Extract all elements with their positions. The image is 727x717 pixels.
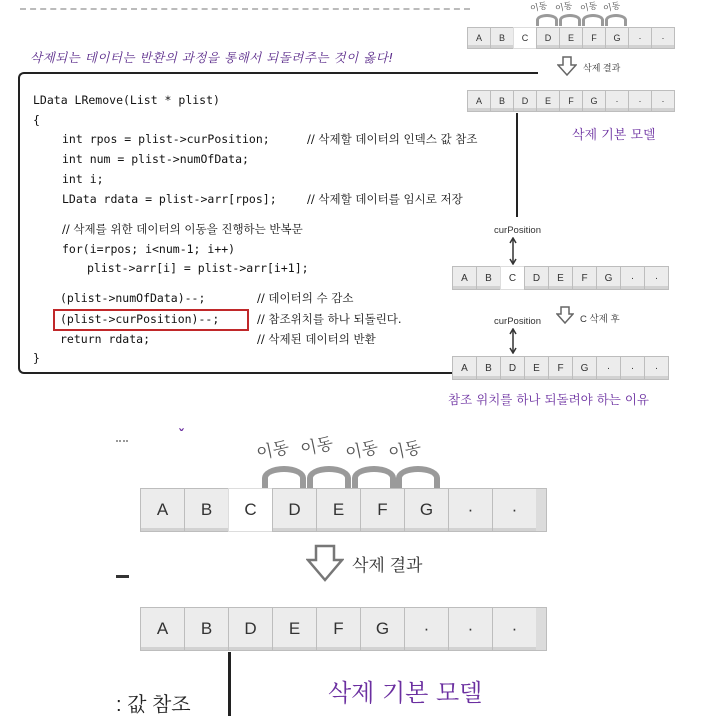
array-cell: B: [184, 607, 228, 651]
code-line: (plist->curPosition)--;: [60, 312, 220, 326]
array-cell: ·: [644, 356, 669, 380]
code-line: for(i=rpos; i<num-1; i++): [62, 242, 236, 256]
array-cell: F: [548, 356, 572, 380]
array-end-cap: [536, 488, 547, 532]
array-cell: D: [228, 607, 272, 651]
array-cell: B: [490, 27, 513, 49]
array-cell: ·: [628, 90, 651, 112]
array-cell: E: [548, 266, 572, 290]
move-label: 이동: [343, 437, 381, 465]
code-line: int i;: [62, 172, 104, 186]
dash-mark: [116, 575, 129, 578]
array-cell: E: [536, 90, 559, 112]
array-cell: F: [582, 27, 605, 49]
array-cell: A: [467, 27, 490, 49]
pointer-arrow-icon: [509, 237, 517, 265]
code-comment: // 참조위치를 하나 되돌린다.: [257, 312, 402, 326]
array-cell: G: [596, 266, 620, 290]
result-label: 삭제 결과: [352, 556, 423, 575]
array-cell: ·: [404, 607, 448, 651]
divider-line: [516, 113, 518, 217]
code-line: return rdata;: [60, 332, 151, 346]
array-cell: E: [524, 356, 548, 380]
pointer-arrow-icon: [509, 328, 517, 354]
array-cell: ·: [651, 27, 675, 49]
move-arrow-icon: [307, 466, 351, 490]
array-row-cur-after: [452, 356, 669, 380]
array-cell: ·: [620, 266, 644, 290]
array-cell: G: [605, 27, 628, 49]
array-cell-deleted: C: [228, 488, 272, 532]
array-cell: G: [582, 90, 605, 112]
array-cell: ·: [492, 488, 536, 532]
code-line: int rpos = plist->curPosition;: [62, 132, 270, 146]
down-arrow-icon: [557, 56, 577, 76]
array-cell: D: [513, 90, 536, 112]
caption: 삭제 기본 모델: [572, 128, 656, 143]
array-cell: A: [140, 607, 184, 651]
note-text: 삭제되는 데이터는 반환의 과정을 통해서 되돌려주는 것이 옳다!: [30, 50, 394, 65]
code-line: int num = plist->numOfData;: [62, 152, 249, 166]
code-comment: // 삭제를 위한 데이터의 이동을 진행하는 반복문: [62, 222, 303, 236]
code-line: LData rdata = plist->arr[rpos];: [62, 192, 277, 206]
divider-line: [228, 652, 231, 716]
move-arrow-icon: [582, 14, 604, 26]
caption: 참조 위치를 하나 되돌려야 하는 이유: [448, 392, 649, 407]
side-text: : 값 참조: [116, 694, 191, 716]
dot-mark: [116, 440, 128, 442]
after-delete-label: C 삭제 후: [580, 314, 620, 325]
tick-mark: ˇ: [178, 428, 185, 444]
array-cell: ·: [448, 488, 492, 532]
array-row-cur-before: [452, 266, 669, 290]
array-end-cap: [536, 607, 547, 651]
array-cell: A: [452, 266, 476, 290]
array-cell: D: [272, 488, 316, 532]
move-arrow-icon: [352, 466, 396, 490]
array-cell: ·: [492, 607, 536, 651]
array-cell: E: [559, 27, 582, 49]
array-cell: E: [316, 488, 360, 532]
code-line: LData LRemove(List * plist): [33, 93, 220, 107]
array-cell: F: [572, 266, 596, 290]
array-cell: G: [360, 607, 404, 651]
array-cell: ·: [644, 266, 669, 290]
array-cell: ·: [620, 356, 644, 380]
array-cell: G: [404, 488, 448, 532]
code-line: plist->arr[i] = plist->arr[i+1];: [87, 261, 309, 275]
code-line: {: [33, 113, 40, 127]
move-arrow-icon: [605, 14, 627, 26]
down-arrow-icon: [306, 544, 344, 582]
array-row-before: [467, 27, 675, 49]
move-arrow-icon: [262, 466, 306, 490]
array-cell-deleted: C: [513, 27, 536, 49]
array-cell: B: [184, 488, 228, 532]
array-row-after: [467, 90, 675, 112]
move-label: 이동: [254, 437, 292, 465]
array-cell: G: [572, 356, 596, 380]
array-cell: ·: [651, 90, 675, 112]
array-cell: B: [490, 90, 513, 112]
array-cell: D: [524, 266, 548, 290]
array-cell: ·: [448, 607, 492, 651]
down-arrow-icon: [556, 306, 574, 324]
array-cell-deleted: C: [500, 266, 524, 290]
caption: 삭제 기본 모델: [328, 679, 483, 707]
move-label: 이동: [386, 437, 424, 465]
array-cell: A: [140, 488, 184, 532]
array-cell: E: [272, 607, 316, 651]
dashed-divider: [20, 8, 470, 10]
array-cell: ·: [596, 356, 620, 380]
code-comment: // 삭제된 데이터의 반환: [257, 332, 376, 346]
array-cell: B: [476, 266, 500, 290]
cur-position-label: curPosition: [494, 225, 541, 236]
array-cell: ·: [628, 27, 651, 49]
code-comment: // 삭제할 데이터의 인덱스 값 참조: [307, 132, 478, 146]
move-label: 이동: [602, 1, 622, 15]
move-arrow-icon: [559, 14, 581, 26]
array-cell: D: [536, 27, 559, 49]
code-comment: // 삭제할 데이터를 임시로 저장: [307, 192, 463, 206]
array-cell: A: [452, 356, 476, 380]
array-row-zoom-after: [140, 607, 547, 651]
array-cell: F: [316, 607, 360, 651]
move-label: 이동: [529, 1, 549, 15]
result-label: 삭제 결과: [583, 63, 621, 73]
array-cell: A: [467, 90, 490, 112]
move-label: 이동: [298, 433, 336, 461]
array-cell: F: [559, 90, 582, 112]
array-row-zoom-before: [140, 488, 547, 532]
code-line: }: [33, 351, 40, 365]
array-cell: D: [500, 356, 524, 380]
array-cell: ·: [605, 90, 628, 112]
move-label: 이동: [554, 1, 574, 15]
move-label: 이동: [579, 1, 599, 15]
move-arrow-icon: [396, 466, 440, 490]
array-cell: B: [476, 356, 500, 380]
array-cell: F: [360, 488, 404, 532]
move-arrow-icon: [536, 14, 558, 26]
code-comment: // 데이터의 수 감소: [257, 291, 354, 305]
code-line: (plist->numOfData)--;: [60, 291, 206, 305]
cur-position-label: curPosition: [494, 316, 541, 327]
